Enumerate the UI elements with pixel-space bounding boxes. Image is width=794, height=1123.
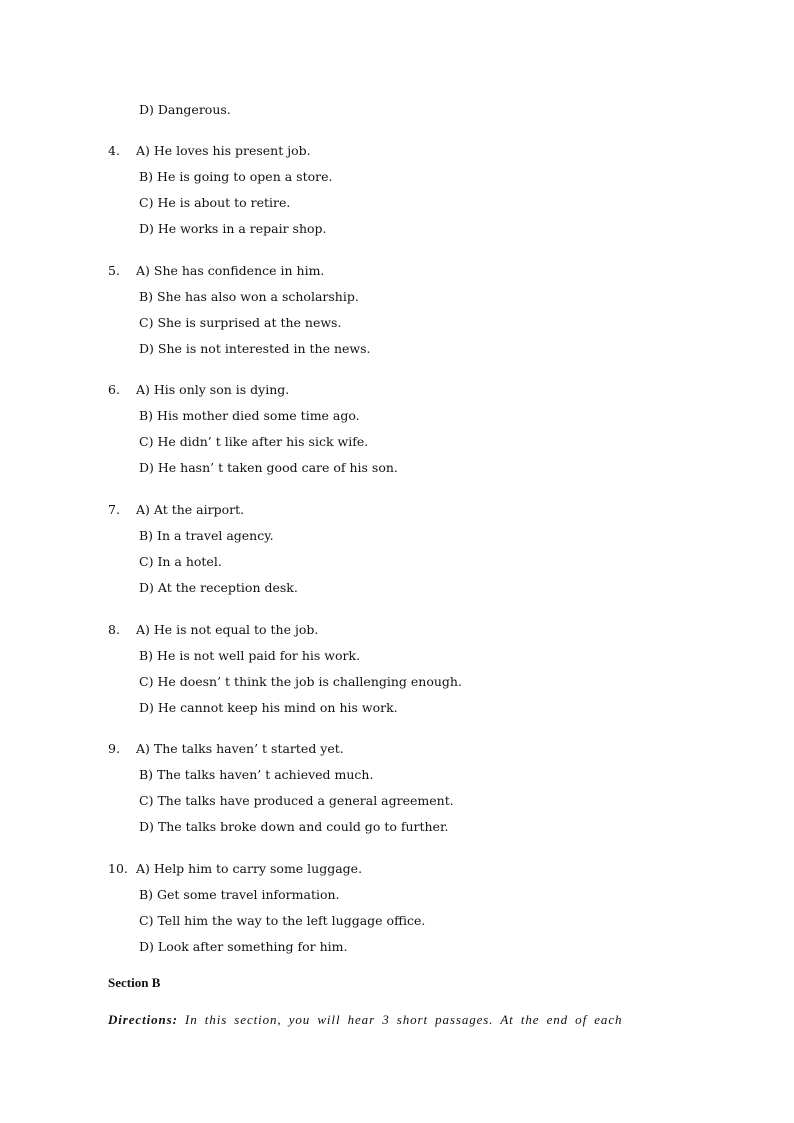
option-d: D) He hasn’ t taken good care of his son. bbox=[139, 460, 398, 475]
option-d: D) He works in a repair shop. bbox=[139, 221, 327, 236]
option-b: B) She has also won a scholarship. bbox=[139, 289, 359, 304]
option-label: D) bbox=[139, 102, 154, 117]
option-b: B) His mother died some time ago. bbox=[139, 408, 360, 423]
option-c: C) He didn’ t like after his sick wife. bbox=[139, 434, 369, 449]
option-b: B) Get some travel information. bbox=[139, 887, 340, 902]
question-number: 8. bbox=[108, 622, 120, 637]
option-c: C) She is surprised at the news. bbox=[139, 315, 342, 330]
option-c: C) The talks have produced a general agreement. bbox=[139, 793, 454, 808]
carryover-option bbox=[139, 102, 231, 118]
question-number: 7. bbox=[108, 502, 120, 517]
option-a: A) The talks haven’ t started yet. bbox=[136, 741, 344, 756]
question-number: 4. bbox=[108, 143, 120, 158]
section-title: Section B bbox=[108, 975, 161, 990]
option-b: B) In a travel agency. bbox=[139, 528, 274, 543]
question-number: 9. bbox=[108, 741, 120, 756]
option-c: C) Tell him the way to the left luggage office. bbox=[139, 913, 426, 928]
option-d: D) The talks broke down and could go to further. bbox=[139, 819, 449, 834]
directions-text: In this section, you will hear 3 short passages. At the end of each bbox=[185, 1012, 623, 1027]
option-a: A) His only son is dying. bbox=[136, 382, 290, 397]
question-number: 5. bbox=[108, 263, 120, 278]
option-c: C) In a hotel. bbox=[139, 554, 222, 569]
directions-label: Directions: bbox=[108, 1012, 178, 1027]
option-text: Dangerous. bbox=[157, 102, 231, 117]
option-c: C) He doesn’ t think the job is challenging enough. bbox=[139, 674, 462, 689]
option-a: A) She has confidence in him. bbox=[136, 263, 325, 278]
section-directions bbox=[108, 1012, 622, 1028]
option-d: D) At the reception desk. bbox=[139, 580, 298, 595]
option-a: A) Help him to carry some luggage. bbox=[136, 861, 363, 876]
option-d: D) She is not interested in the news. bbox=[139, 341, 371, 356]
option-c: C) He is about to retire. bbox=[139, 195, 291, 210]
question-number: 6. bbox=[108, 382, 120, 397]
option-a: A) At the airport. bbox=[136, 502, 245, 517]
option-b: B) He is not well paid for his work. bbox=[139, 648, 361, 663]
option-b: B) He is going to open a store. bbox=[139, 169, 333, 184]
option-a: A) He loves his present job. bbox=[136, 143, 311, 158]
question-number: 10. bbox=[108, 861, 128, 876]
option-d: D) Look after something for him. bbox=[139, 939, 348, 954]
option-d: D) He cannot keep his mind on his work. bbox=[139, 700, 398, 715]
option-b: B) The talks haven’ t achieved much. bbox=[139, 767, 374, 782]
option-a: A) He is not equal to the job. bbox=[136, 622, 319, 637]
